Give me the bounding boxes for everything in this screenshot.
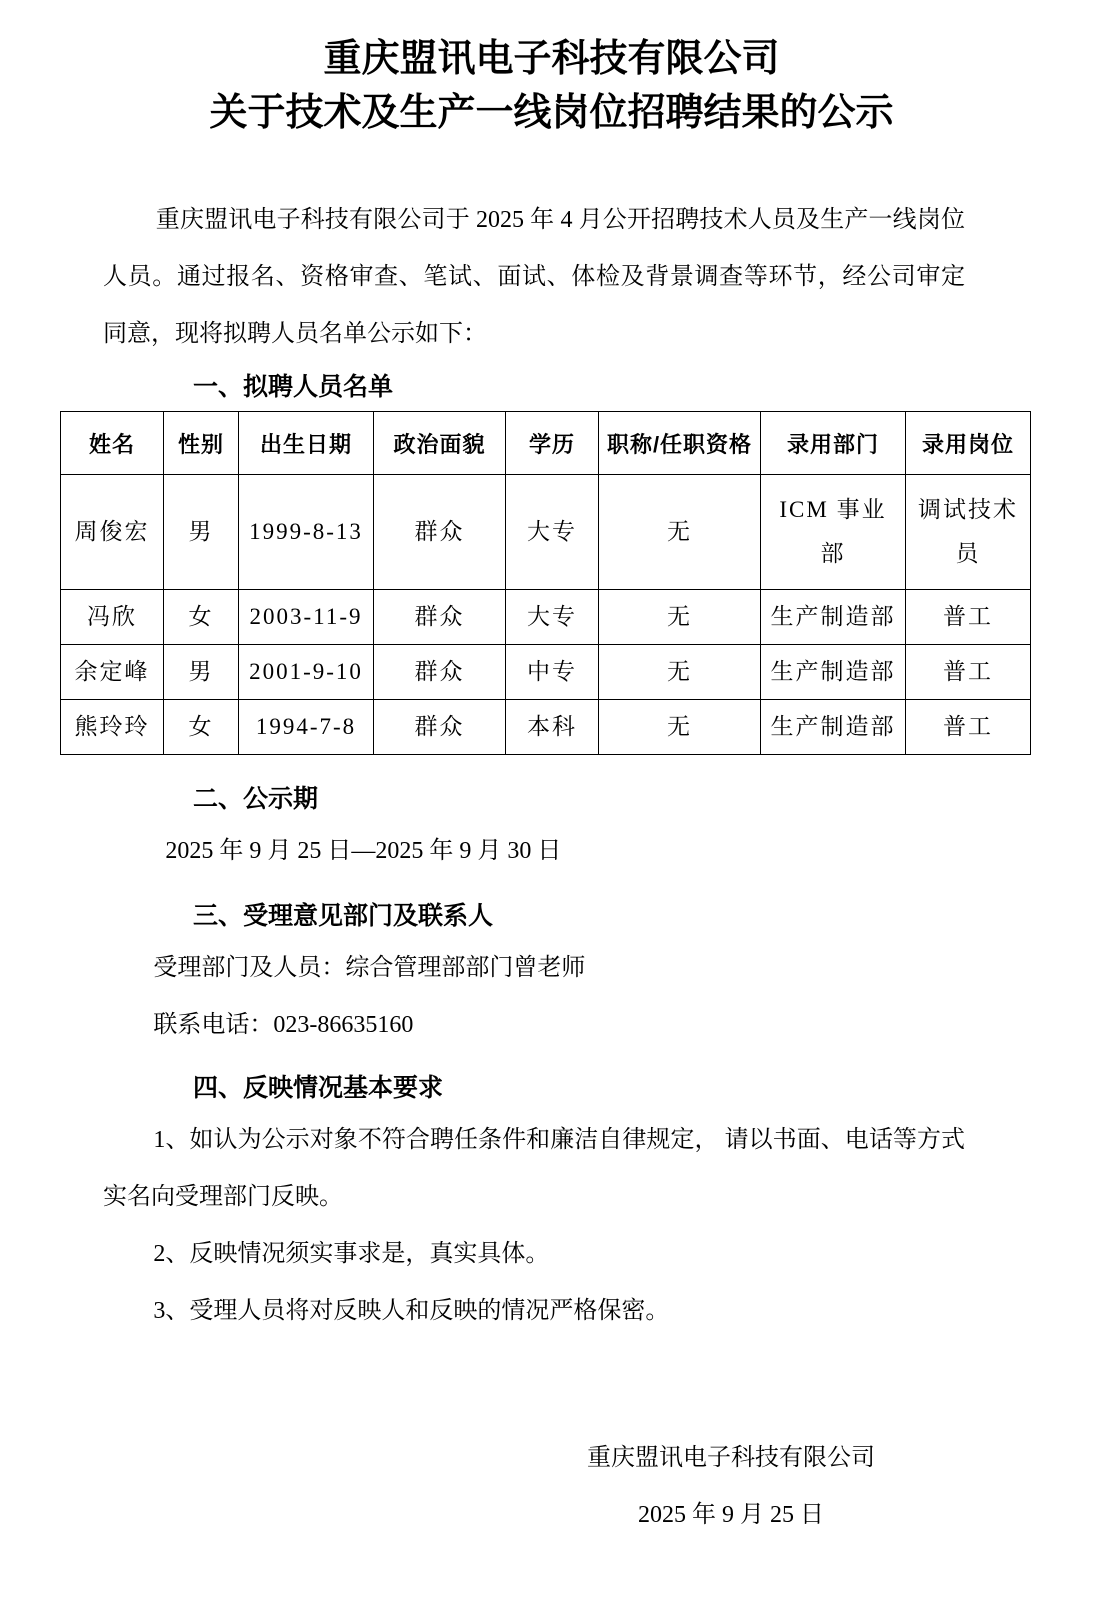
requirement-item-2: 2、反映情况须实事求是，真实具体。 (153, 1241, 550, 1267)
cell-department: ICM 事业部 (761, 475, 906, 590)
cell-name: 冯欣 (61, 590, 164, 645)
cell-qualification: 无 (599, 475, 761, 590)
cell-name: 熊玲玲 (61, 700, 164, 755)
cell-position: 调试技术员 (906, 475, 1031, 590)
cell-name: 周俊宏 (61, 475, 164, 590)
hired-candidates-table (60, 411, 1031, 755)
table-row (61, 700, 1031, 755)
document-title-line2: 关于技术及生产一线岗位招聘结果的公示 (209, 92, 894, 134)
cell-education: 中专 (506, 645, 599, 700)
section-2-heading: 二、公示期 (193, 785, 319, 813)
cell-department: 生产制造部 (761, 590, 906, 645)
col-header-birthdate: 出生日期 (239, 412, 374, 475)
cell-name: 余定峰 (61, 645, 164, 700)
cell-birthdate: 2003-11-9 (239, 590, 374, 645)
signature-date: 2025 年 9 月 25 日 (638, 1502, 824, 1528)
table-row (61, 590, 1031, 645)
cell-education: 本科 (506, 700, 599, 755)
cell-education: 大专 (506, 590, 599, 645)
section-1-heading: 一、拟聘人员名单 (193, 373, 394, 401)
col-header-political-status: 政治面貌 (374, 412, 506, 475)
cell-department: 生产制造部 (761, 645, 906, 700)
cell-gender: 男 (164, 475, 239, 590)
cell-political-status: 群众 (374, 700, 506, 755)
cell-gender: 男 (164, 645, 239, 700)
requirement-item-3: 3、受理人员将对反映人和反映的情况严格保密。 (153, 1298, 670, 1324)
table-header-row (61, 412, 1031, 475)
contact-phone-line: 联系电话：023-86635160 (153, 1012, 414, 1038)
table-row (61, 645, 1031, 700)
col-header-position: 录用岗位 (906, 412, 1031, 475)
cell-birthdate: 1994-7-8 (239, 700, 374, 755)
section-4-heading: 四、反映情况基本要求 (193, 1074, 444, 1102)
cell-birthdate: 2001-9-10 (239, 645, 374, 700)
cell-political-status: 群众 (374, 590, 506, 645)
table-row (61, 475, 1031, 590)
cell-education: 大专 (506, 475, 599, 590)
cell-position: 普工 (906, 590, 1031, 645)
requirement-item-1: 1、如认为公示对象不符合聘任条件和廉洁自律规定， 请以书面、电话等方式实名向受理部门反映。 (103, 1127, 965, 1210)
signature-company: 重庆盟讯电子科技有限公司 (587, 1445, 875, 1471)
col-header-education: 学历 (506, 412, 599, 475)
cell-gender: 女 (164, 590, 239, 645)
document-title-line1: 重庆盟讯电子科技有限公司 (323, 38, 780, 80)
cell-qualification: 无 (599, 700, 761, 755)
cell-birthdate: 1999-8-13 (239, 475, 374, 590)
cell-gender: 女 (164, 700, 239, 755)
cell-position: 普工 (906, 645, 1031, 700)
cell-qualification: 无 (599, 590, 761, 645)
intro-paragraph: 重庆盟讯电子科技有限公司于 2025 年 4 月公开招聘技术人员及生产一线岗位人员。通过报名、资格审查、笔试、面试、体检及背景调查等环节，经公司审定同意，现将拟聘人员名单公示如下： (103, 207, 965, 347)
cell-qualification: 无 (599, 645, 761, 700)
cell-position: 普工 (906, 700, 1031, 755)
section-3-heading: 三、受理意见部门及联系人 (193, 902, 494, 930)
col-header-name: 姓名 (61, 412, 164, 475)
cell-political-status: 群众 (374, 475, 506, 590)
contact-department-line: 受理部门及人员：综合管理部部门曾老师 (153, 955, 586, 981)
col-header-gender: 性别 (164, 412, 239, 475)
col-header-qualification: 职称/任职资格 (599, 412, 761, 475)
publicity-period: 2025 年 9 月 25 日—2025 年 9 月 30 日 (165, 838, 562, 864)
col-header-department: 录用部门 (761, 412, 906, 475)
cell-department: 生产制造部 (761, 700, 906, 755)
cell-political-status: 群众 (374, 645, 506, 700)
signature-block (587, 1430, 875, 1544)
